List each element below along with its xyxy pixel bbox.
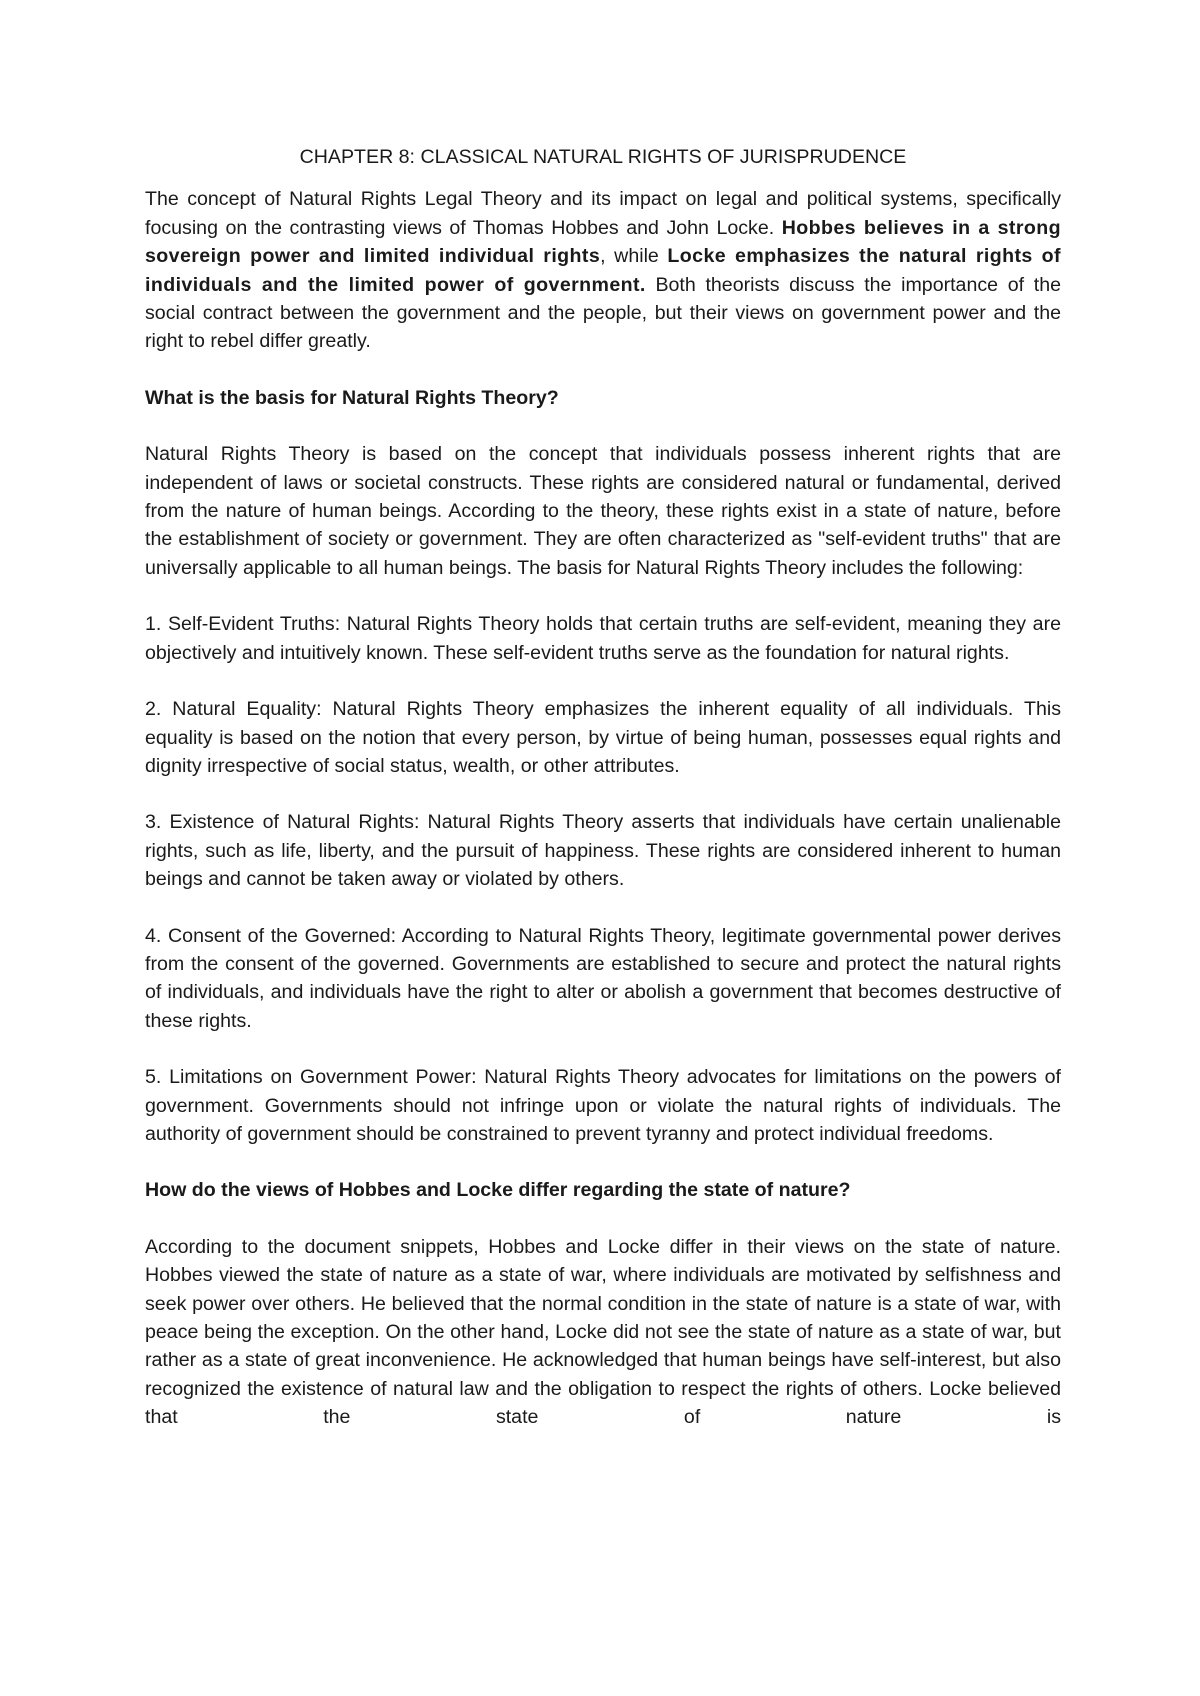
document-body xyxy=(145,143,1061,1460)
list-item-natural-equality: 2. Natural Equality: Natural Rights Theory emphasizes the inherent equality of all individuals. This equality is based on the notion that every person, by virtue of being human, possesses equal rights and dignity irrespective of social status, wealth, or other attributes. xyxy=(145,698,1061,777)
section-heading-state-of-nature: How do the views of Hobbes and Locke differ regarding the state of nature? xyxy=(145,1179,851,1202)
chapter-title: CHAPTER 8: CLASSICAL NATURAL RIGHTS OF JURISPRUDENCE xyxy=(299,146,907,168)
intro-text-3: Both theorists discuss the importance of the social contract between the government and the people, but their views on government power and the right to rebel differ greatly. xyxy=(145,273,1061,353)
intro-text-2: , while xyxy=(600,245,668,268)
list-item-self-evident-truths: 1. Self-Evident Truths: Natural Rights Theory holds that certain truths are self-evident, meaning they are objectively and intuitively known. These self-evident truths serve as the foundation for natural rights. xyxy=(145,613,1061,664)
intro-bold-hobbes: Hobbes believes in a strong sovereign power and limited individual rights xyxy=(145,216,1061,268)
intro-bold-locke: Locke emphasizes the natural rights of individuals and the limited power of government. xyxy=(145,245,1061,296)
list-item-consent-of-governed: 4. Consent of the Governed: According to Natural Rights Theory, legitimate governmental power derives from the consent of the governed. Governments are established to secure and protect the natural rights of individuals, and individuals have the right to alter or abolish a government that becomes destructive of these rights. xyxy=(145,924,1061,1032)
intro-text-1: The concept of Natural Rights Legal Theory and its impact on legal and political systems, specifically focusing on the contrasting views of Thomas Hobbes and John Locke. xyxy=(145,188,1061,239)
state-of-nature-paragraph: According to the document snippets, Hobbes and Locke differ in their views on the state of nature. Hobbes viewed the state of nature as a state of war, where individuals are motivated by selfishness and seek power over others. He believed that the normal condition in the state of nature is a state of war, with peace being the exception. On the other hand, Locke did not see the state of nature as a state of war, but rather as a state of great inconvenience. He acknowledged that human beings have self-interest, but also recognized the existence of natural law and the obligation to respect the rights of others. Locke believed that the state of nature is xyxy=(145,1235,1061,1429)
section-heading-basis: What is the basis for Natural Rights Theory? xyxy=(145,386,559,409)
list-item-limitations-on-government: 5. Limitations on Government Power: Natural Rights Theory advocates for limitations on the powers of government. Governments should not infringe upon or violate the natural rights of individuals. The authority of government should be constrained to prevent tyranny and protect individual freedoms. xyxy=(145,1066,1061,1145)
list-item-existence-of-natural-rights: 3. Existence of Natural Rights: Natural Rights Theory asserts that individuals have certain unalienable rights, such as life, liberty, and the pursuit of happiness. These rights are considered inherent to human beings and cannot be taken away or violated by others. xyxy=(145,811,1061,891)
basis-paragraph: Natural Rights Theory is based on the concept that individuals possess inherent rights that are independent of laws or societal constructs. These rights are considered natural or fundamental, derived from the nature of human beings. According to the theory, these rights exist in a state of nature, before the establishment of society or government. They are often characterized as "self-evident truths" that are universally applicable to all human beings. The basis for Natural Rights Theory includes the following: xyxy=(145,443,1061,579)
intro-paragraph xyxy=(145,185,1061,355)
